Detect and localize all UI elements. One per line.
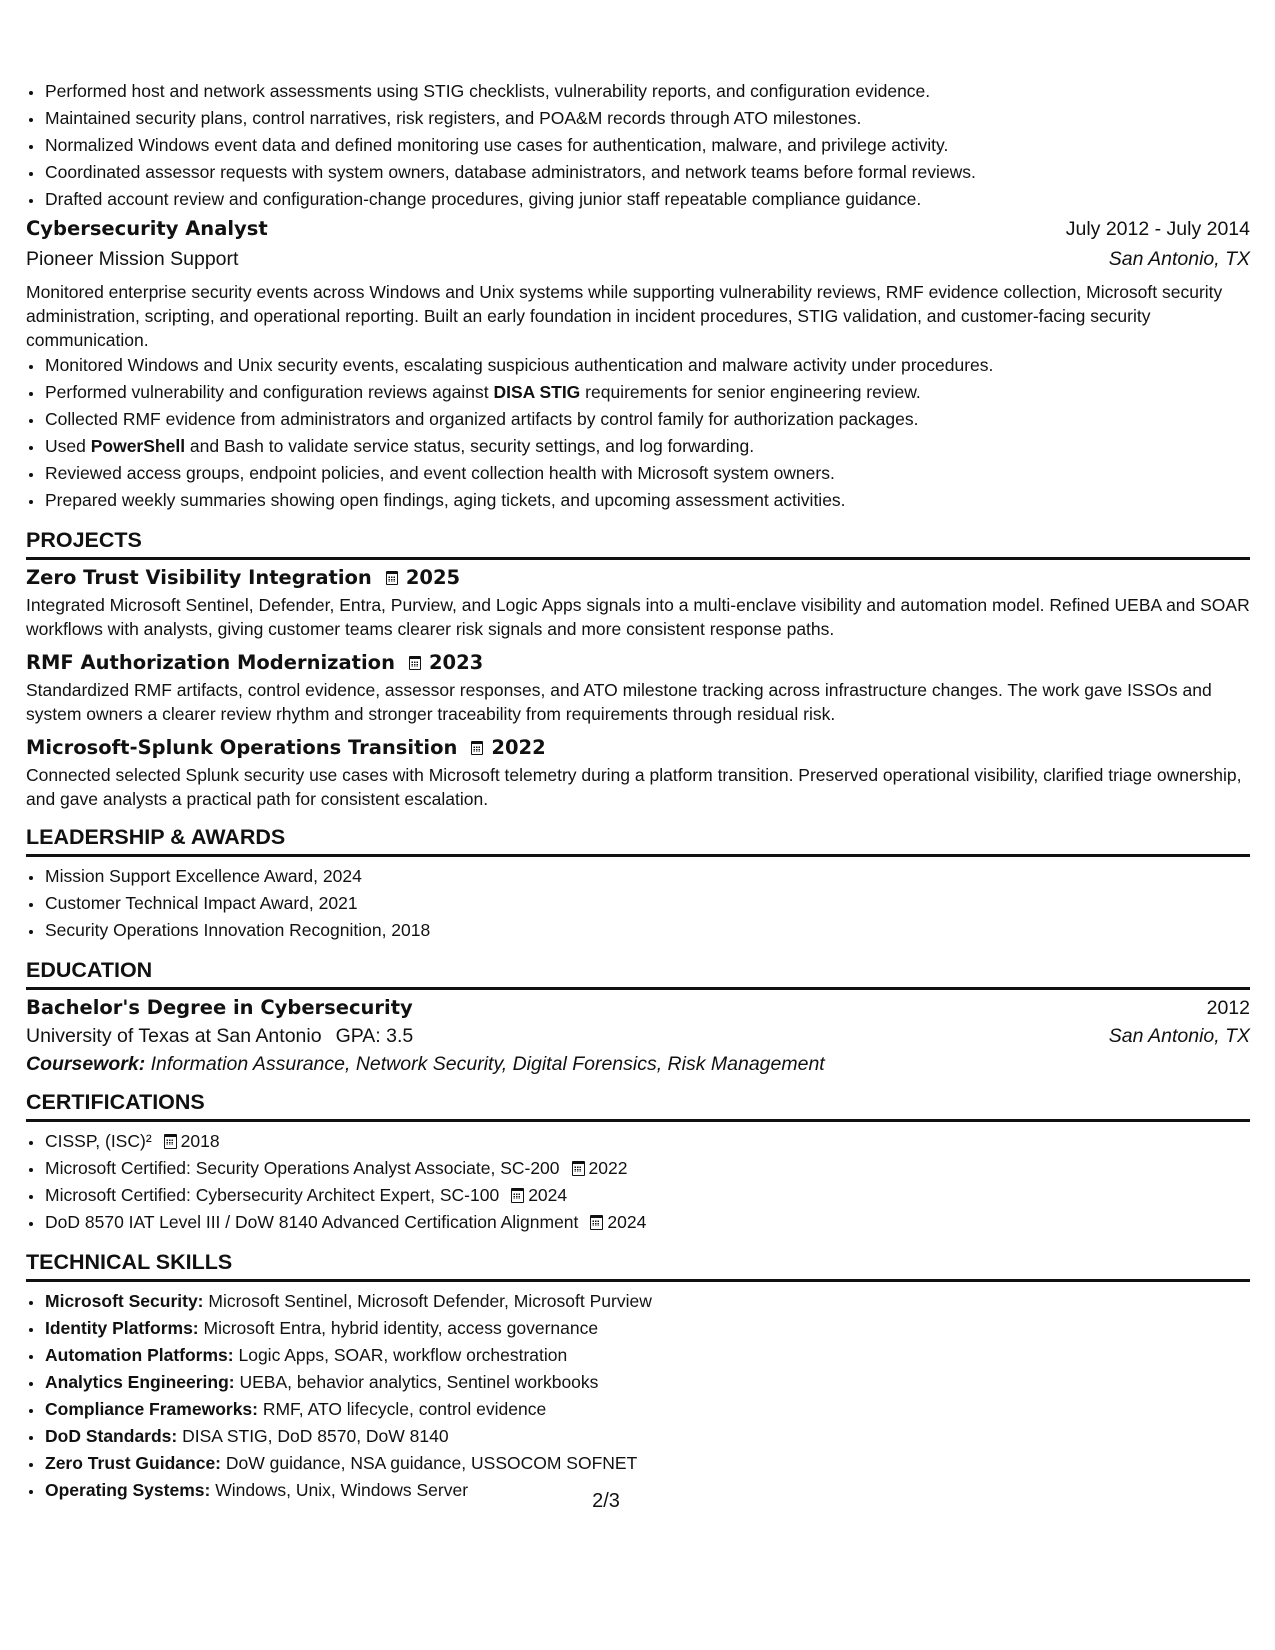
list-item: • Prepared weekly summaries showing open findings, aging tickets, and upcoming assessment activities.: [44, 487, 1250, 514]
list-item: • Automation Platforms: Logic Apps, SOAR, workflow orchestration: [44, 1342, 1250, 1369]
cert-name: Microsoft Certified: Security Operations Analyst Associate, SC-200: [45, 1158, 560, 1178]
list-item: [44, 1155, 1250, 1182]
job-bullets: [26, 352, 1250, 514]
list-item: • Microsoft Security: Microsoft Sentinel, Microsoft Defender, Microsoft Purview: [44, 1288, 1250, 1315]
list-item: • Performed host and network assessments using STIG checklists, vulnerability reports, and configuration evidence.: [44, 78, 1250, 105]
list-item: • Analytics Engineering: UEBA, behavior analytics, Sentinel workbooks: [44, 1369, 1250, 1396]
project-name: Microsoft-Splunk Operations Transition: [26, 736, 458, 759]
keyword-bold: PowerShell: [90, 436, 186, 456]
calendar-icon: [164, 1134, 177, 1149]
job-summary: Monitored enterprise security events across Windows and Unix systems while supporting vulnerability reviews, RMF evidence collection, Microsoft security administration, scripting, and operational reporting. Built an early foundation in incident procedures, STIG validation, and customer-facing security communication.: [26, 282, 1223, 350]
education-subheader: [26, 1025, 1250, 1048]
resume-page: [26, 0, 1250, 1504]
list-item: • Identity Platforms: Microsoft Entra, hybrid identity, access governance: [44, 1315, 1250, 1342]
skill-label: Compliance Frameworks:: [45, 1399, 258, 1419]
school-name: University of Texas at San Antonio GPA: 3.5: [26, 1025, 414, 1047]
project-description: Integrated Microsoft Sentinel, Defender, Entra, Purview, and Logic Apps signals into a multi-enclave visibility and automation model. Refined UEBA and SOAR workflows with analysts, giving customer teams clearer risk signals and more consistent response paths.: [26, 595, 1250, 639]
projects-section: [26, 566, 1250, 811]
list-item: [44, 1128, 1250, 1155]
list-item: • Drafted account review and configuration-change procedures, giving junior staff repeatable compliance guidance.: [44, 186, 1250, 213]
list-item: • Mission Support Excellence Award, 2024: [44, 863, 1250, 890]
page-number: 2/3: [592, 1490, 620, 1512]
project-description: Connected selected Splunk security use cases with Microsoft telemetry during a platform transition. Preserved operational visibility, clarified triage ownership, and gave analysts a practical path for consistent escalation.: [26, 765, 1242, 809]
skill-label: Zero Trust Guidance:: [45, 1453, 221, 1473]
calendar-icon: [471, 741, 483, 755]
project-name: Zero Trust Visibility Integration: [26, 566, 372, 589]
job-subheader: [26, 248, 1250, 271]
list-item: • Used PowerShell and Bash to validate service status, security settings, and log forwarding.: [44, 433, 1250, 460]
certifications-list: [26, 1128, 1250, 1236]
skill-label: Identity Platforms:: [45, 1318, 199, 1338]
project-header: [26, 651, 1250, 674]
cert-year: 2022: [588, 1158, 628, 1178]
skill-label: Operating Systems:: [45, 1480, 211, 1500]
project-header: [26, 566, 1250, 589]
list-item: • Coordinated assessor requests with system owners, database administrators, and network teams before formal reviews.: [44, 159, 1250, 186]
calendar-icon: [409, 656, 421, 670]
project-header: [26, 736, 1250, 759]
previous-job-bullets: [26, 0, 1250, 213]
company-name: Pioneer Mission Support: [26, 248, 239, 270]
list-item: • Normalized Windows event data and defined monitoring use cases for authentication, malware, and privilege activity.: [44, 132, 1250, 159]
list-item: • Performed vulnerability and configuration reviews against DISA STIG requirements for senior engineering review.: [44, 379, 1250, 406]
cert-year: 2024: [607, 1212, 647, 1232]
job-location: San Antonio, TX: [1108, 248, 1250, 270]
calendar-icon: [572, 1161, 585, 1176]
project-year: 2023: [428, 651, 484, 674]
degree-name: Bachelor's Degree in Cybersecurity: [26, 996, 413, 1019]
skill-label: DoD Standards:: [45, 1426, 178, 1446]
cert-year: 2018: [180, 1131, 220, 1151]
keyword-bold: DISA STIG: [493, 382, 581, 402]
awards-list: [26, 863, 1250, 944]
project-name: RMF Authorization Modernization: [26, 651, 395, 674]
project-year: 2022: [491, 736, 546, 759]
skill-label: Microsoft Security:: [45, 1291, 204, 1311]
cert-name: DoD 8570 IAT Level III / DoW 8140 Advanced Certification Alignment: [45, 1212, 579, 1232]
section-title-education: EDUCATION: [26, 958, 1250, 990]
project-description: Standardized RMF artifacts, control evidence, assessor responses, and ATO milestone tracking across infrastructure changes. The work gave ISSOs and system owners a clearer review rhythm and stronger traceability from requirements through residual risk.: [26, 680, 1212, 724]
list-item: • Security Operations Innovation Recognition, 2018: [44, 917, 1250, 944]
list-item: • Compliance Frameworks: RMF, ATO lifecycle, control evidence: [44, 1396, 1250, 1423]
skill-label: Analytics Engineering:: [45, 1372, 235, 1392]
calendar-icon: [590, 1215, 603, 1230]
gpa: GPA: 3.5: [335, 1025, 414, 1047]
cert-name: Microsoft Certified: Cybersecurity Architect Expert, SC-100: [45, 1185, 500, 1205]
section-title-certifications: CERTIFICATIONS: [26, 1090, 1250, 1122]
section-title-awards: LEADERSHIP & AWARDS: [26, 825, 1250, 857]
list-item: • Zero Trust Guidance: DoW guidance, NSA guidance, USSOCOM SOFNET: [44, 1450, 1250, 1477]
list-item: • Maintained security plans, control narratives, risk registers, and POA&M records through ATO milestones.: [44, 105, 1250, 132]
coursework-label: Coursework:: [26, 1053, 146, 1075]
cert-year: 2024: [528, 1185, 568, 1205]
section-title-projects: PROJECTS: [26, 528, 1250, 560]
cert-name: CISSP, (ISC)²: [45, 1131, 152, 1151]
skill-label: Automation Platforms:: [45, 1345, 234, 1365]
calendar-icon: [511, 1188, 524, 1203]
education-header: [26, 996, 1250, 1020]
coursework: Coursework: Information Assurance, Network Security, Digital Forensics, Risk Management: [26, 1053, 825, 1075]
list-item: • Reviewed access groups, endpoint policies, and event collection health with Microsoft system owners.: [44, 460, 1250, 487]
list-item: • Collected RMF evidence from administrators and organized artifacts by control family for authorization packages.: [44, 406, 1250, 433]
job-dates: July 2012 - July 2014: [1065, 218, 1250, 240]
section-title-skills: TECHNICAL SKILLS: [26, 1250, 1250, 1282]
calendar-icon: [386, 571, 398, 585]
skills-list: [26, 1288, 1250, 1504]
list-item: [44, 1209, 1250, 1236]
list-item: [44, 1182, 1250, 1209]
school-location: San Antonio, TX: [1108, 1025, 1250, 1047]
list-item: • Operating Systems: Windows, Unix, Windows Server: [44, 1477, 1250, 1504]
job-header: [26, 217, 1250, 241]
job-title: Cybersecurity Analyst: [26, 217, 268, 240]
list-item: • DoD Standards: DISA STIG, DoD 8570, DoW 8140: [44, 1423, 1250, 1450]
project-year: 2025: [405, 566, 461, 589]
list-item: • Customer Technical Impact Award, 2021: [44, 890, 1250, 917]
graduation-year: 2012: [1206, 997, 1250, 1019]
list-item: • Monitored Windows and Unix security events, escalating suspicious authentication and malware activity under procedures.: [44, 352, 1250, 379]
